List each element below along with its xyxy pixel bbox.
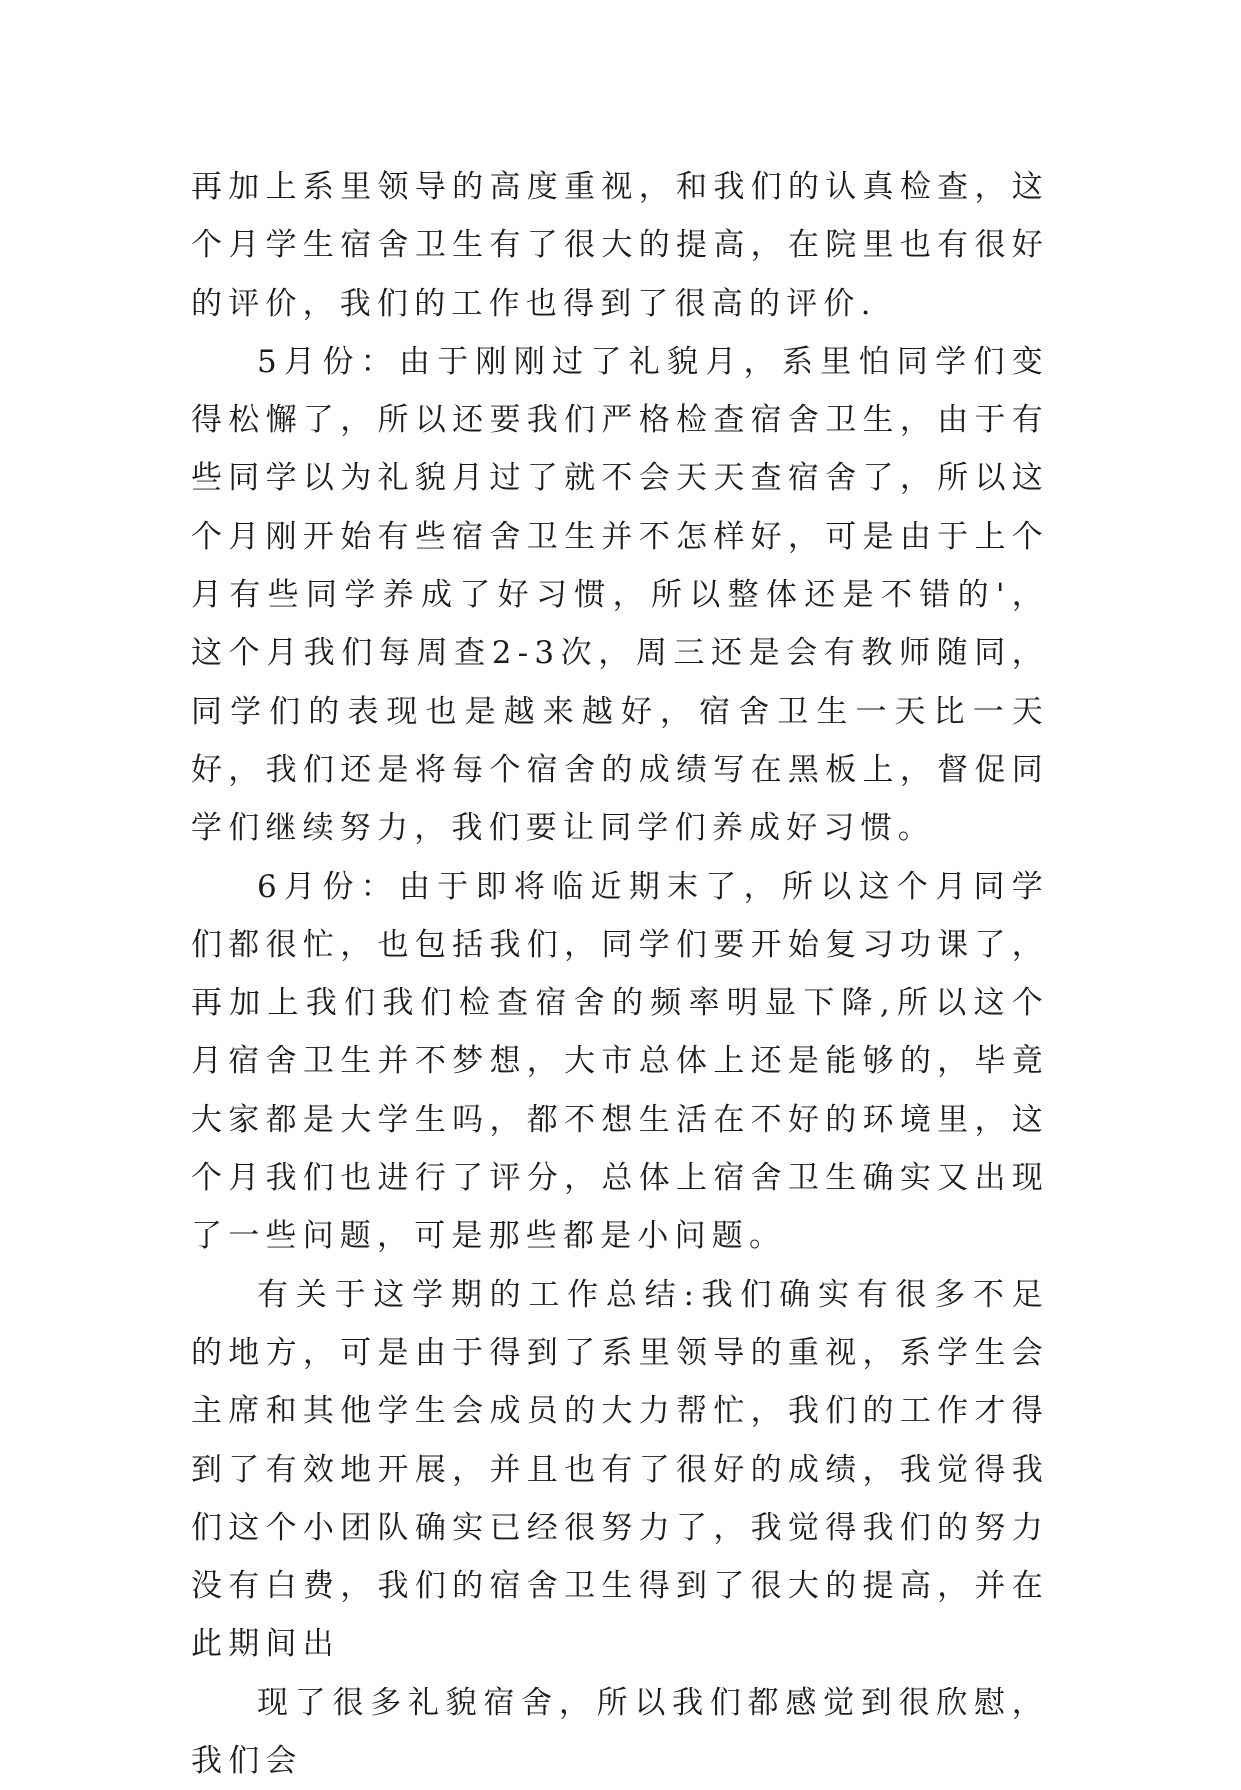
paragraph-3: 6月份：由于即将临近期末了，所以这个月同学们都很忙，也包括我们，同学们要开始复习功课了，再加上我们我们检查宿舍的频率明显下降,所以这个月宿舍卫生并不梦想，大市总体上还是能够的，毕竟大家都是大学生吗，都不想生活在不好的环境里，这个月我们也进行了评分，总体上宿舍卫生确实又出现了一些问题，可是那些都是小问题。 xyxy=(191,868,1049,1255)
paragraph-5: 现了很多礼貌宿舍，所以我们都感觉到很欣慰，我们会 xyxy=(191,1684,1049,1780)
paragraph-1: 再加上系里领导的高度重视，和我们的认真检查，这个月学生宿舍卫生有了很大的提高，在院里也有很好的评价，我们的工作也得到了很高的评价. xyxy=(191,169,1049,322)
document-body xyxy=(191,158,1049,1790)
paragraph-2: 5月份：由于刚刚过了礼貌月，系里怕同学们变得松懈了，所以还要我们严格检查宿舍卫生，由于有些同学以为礼貌月过了就不会天天查宿舍了，所以这个月刚开始有些宿舍卫生并不怎样好，可是由于上个月有些同学养成了好习惯，所以整体还是不错的'，这个月我们每周查2-3次，周三还是会有教师随同，同学们的表现也是越来越好，宿舍卫生一天比一天好，我们还是将每个宿舍的成绩写在黑板上，督促同学们继续努力，我们要让同学们养成好习惯。 xyxy=(191,343,1049,847)
paragraph-4: 有关于这学期的工作总结:我们确实有很多不足的地方，可是由于得到了系里领导的重视，系学生会主席和其他学生会成员的大力帮忙，我们的工作才得到了有效地开展，并且也有了很好的成绩，我觉得我们这个小团队确实已经很努力了，我觉得我们的努力没有白费，我们的宿舍卫生得到了很大的提高，并在此期间出 xyxy=(191,1276,1049,1663)
